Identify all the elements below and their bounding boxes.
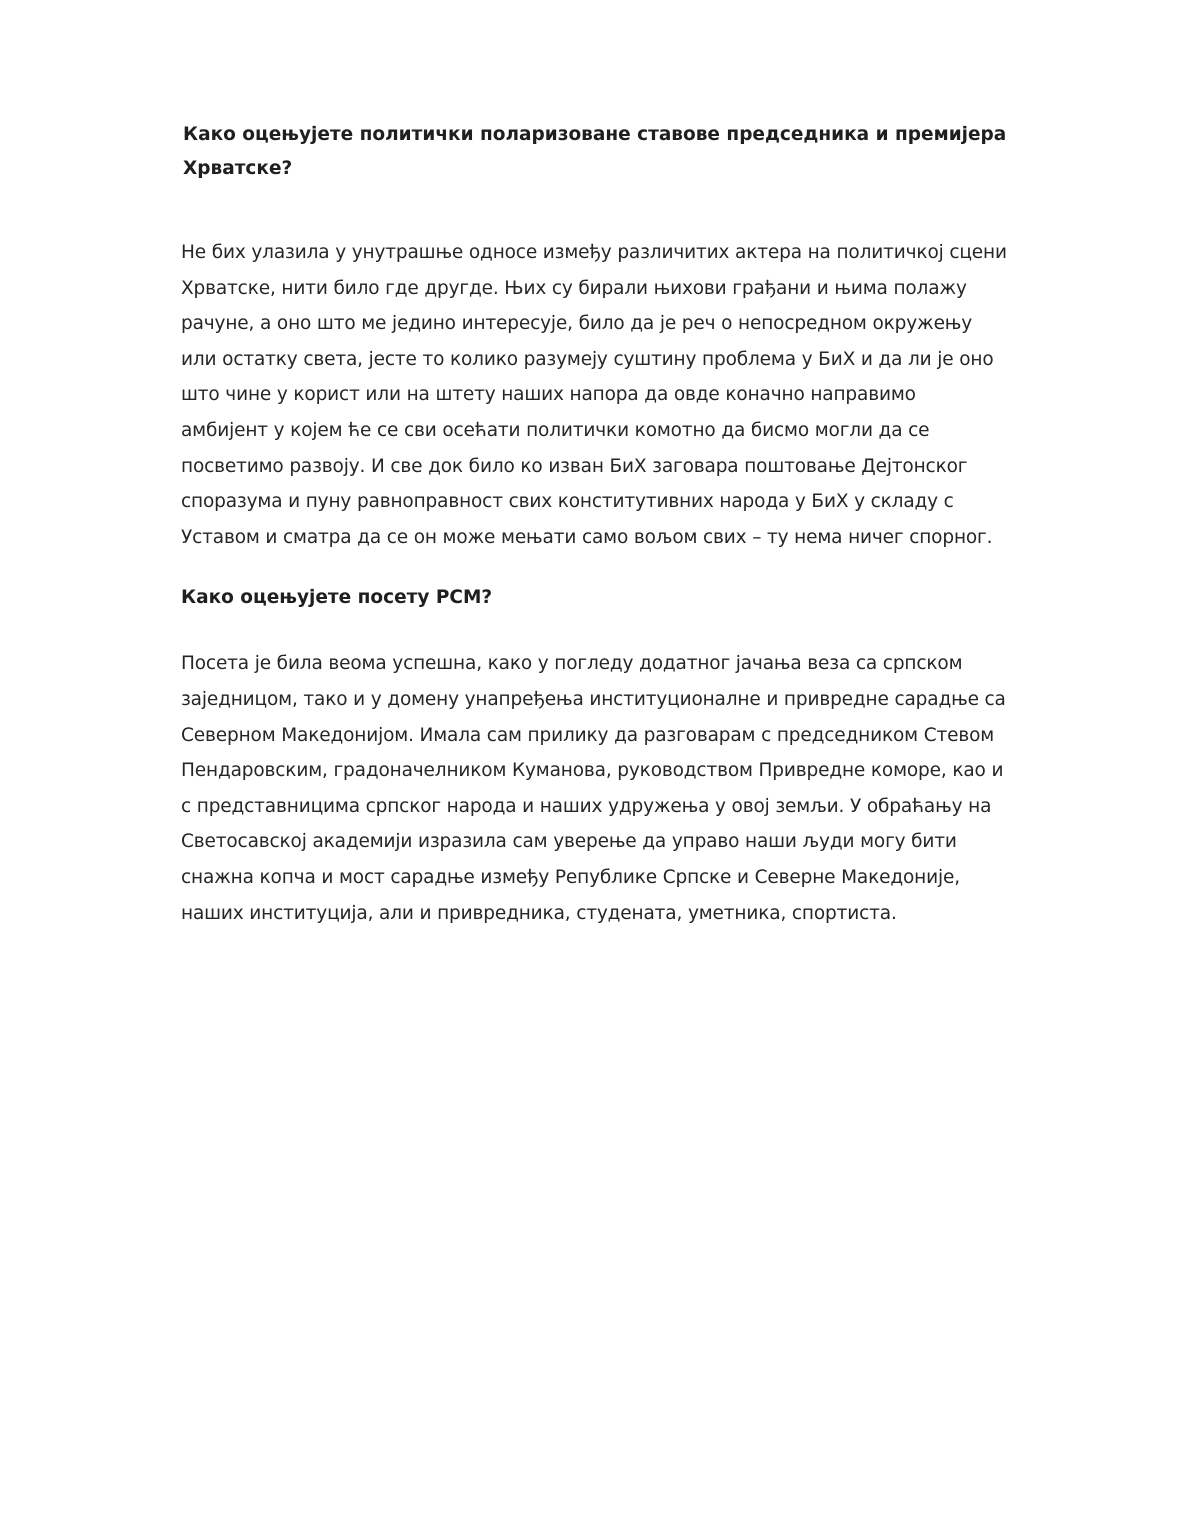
answer-1-line: посветимо развоју. И све док било ко изван БиХ заговара поштовање Дејтонског: [181, 455, 968, 477]
answer-2-line: с представницима српског народа и наших удружења у овој земљи. У обраћању на: [181, 795, 992, 817]
answer-1-line: или остатку света, јесте то колико разумеју суштину проблема у БиХ и да ли је оно: [181, 348, 994, 370]
answer-2-line: заједницом, тако и у домену унапређења институционалне и привредне сарадње са: [181, 688, 1006, 710]
document-page: [181, 118, 1011, 931]
question-1: [183, 118, 1011, 186]
answer-2-line: Светосавској академији изразила сам уверење да управо наши људи могу бити: [181, 831, 957, 853]
answer-1-line: Уставом и сматра да се он може мењати само вољом свих – ту нема ничег спорног.: [181, 526, 993, 548]
answer-2-line: снажна копча и мост сарадње између Републике Српске и Северне Македоније,: [181, 866, 960, 888]
question-1-line: Како оцењујете политички поларизоване ставове председника и премијера: [183, 124, 1007, 145]
answer-1-line: амбијент у којем ће се сви осећати политички комотно да бисмо могли да се: [181, 419, 930, 441]
answer-1: [181, 235, 1011, 555]
answer-2-line: наших институција, али и привредника, студената, уметника, спортиста.: [181, 902, 897, 924]
answer-1-line: рачуне, а оно што ме једино интересује, било да је реч о непосредном окружењу: [181, 313, 973, 335]
question-2-line: Како оцењујете посету РСМ?: [181, 587, 493, 609]
answer-2-line: Пендаровским, градоначелником Куманова, руководством Привредне коморе, као и: [181, 760, 1004, 782]
answer-2: [181, 646, 1011, 931]
answer-1-line: споразума и пуну равноправност свих конститутивних народа у БиХ у складу с: [181, 491, 954, 513]
answer-1-line: Не бих улазила у унутрашње односе између различитих актера на политичкој сцени: [181, 242, 1007, 263]
question-2: [181, 581, 1011, 615]
answer-1-line: Хрватске, нити било где другде. Њих су бирали њихови грађани и њима полажу: [181, 277, 967, 299]
answer-2-line: Северном Македонијом. Имала сам прилику да разговарам с председником Стевом: [181, 724, 995, 746]
answer-2-line: Посета је била веома успешна, како у погледу додатног јачања веза са српском: [181, 653, 963, 675]
question-1-line: Хрватске?: [183, 158, 293, 179]
answer-1-line: што чине у корист или на штету наших напора да овде коначно направимо: [181, 384, 916, 406]
